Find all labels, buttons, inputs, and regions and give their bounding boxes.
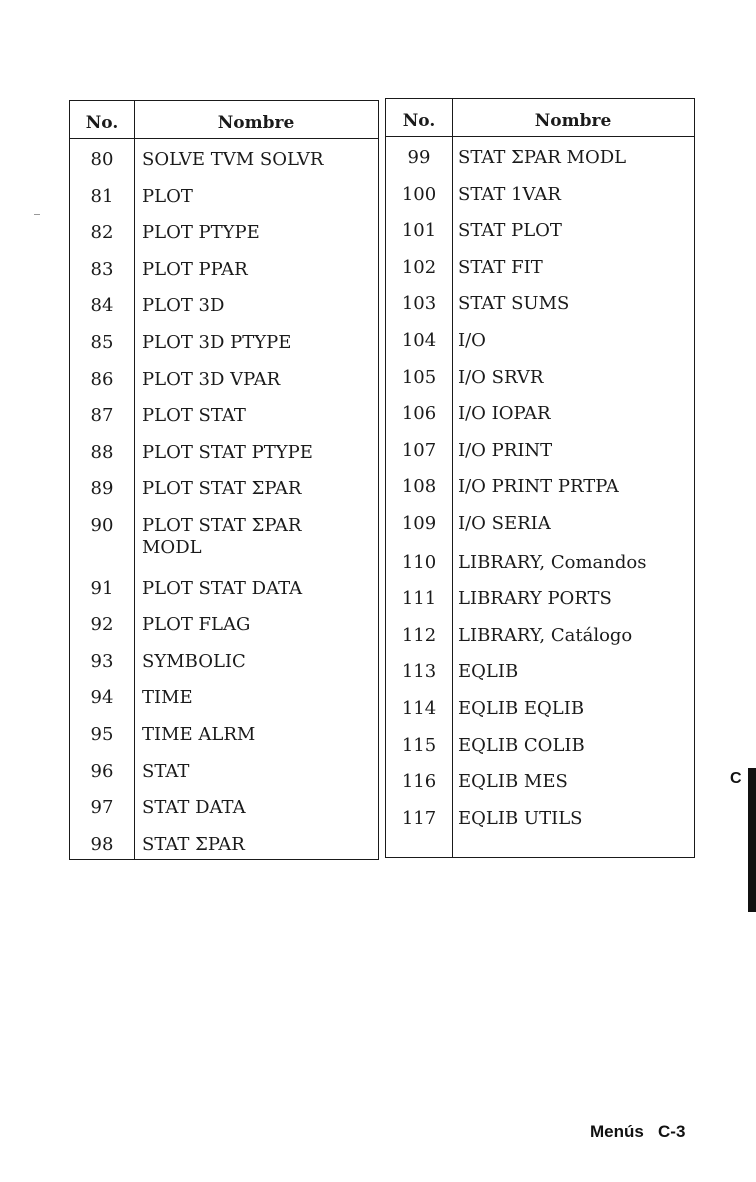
menu-number: 116 (401, 771, 437, 793)
table-row (386, 588, 694, 614)
page-footer: Menús C-3 (590, 1122, 686, 1141)
table-row (386, 367, 694, 393)
table-row (386, 403, 694, 429)
menu-number: 100 (401, 183, 437, 205)
menu-name: LIBRARY PORTS (458, 588, 612, 610)
menu-table-right (385, 98, 695, 858)
menu-name: PLOT 3D (142, 295, 225, 317)
table-row (386, 552, 694, 578)
menu-number: 108 (401, 476, 437, 498)
menu-number: 113 (401, 661, 437, 683)
menu-number: 103 (401, 293, 437, 315)
menu-number: 91 (90, 577, 114, 599)
menu-number: 90 (90, 515, 114, 536)
menu-name: TIME ALRM (142, 724, 256, 745)
table-row (386, 257, 694, 283)
menu-name: STAT FIT (458, 256, 543, 278)
menu-name: I/O SRVR (458, 366, 544, 388)
table-row (386, 771, 694, 797)
menu-name: PLOT STAT PTYPE (142, 441, 313, 463)
menu-number: 106 (401, 403, 437, 425)
table-row (70, 515, 378, 558)
menu-number: 104 (401, 330, 437, 351)
menu-table-left (69, 100, 379, 860)
menu-name: PLOT STAT ΣPAR (142, 478, 302, 500)
table-row (70, 259, 378, 285)
table-row (70, 797, 378, 823)
table-row (70, 442, 378, 468)
menu-number: 110 (401, 551, 437, 573)
table-row (70, 724, 378, 750)
menu-number: 98 (90, 833, 114, 855)
menu-number: 102 (401, 256, 437, 278)
menu-number: 112 (401, 624, 437, 646)
table-row (386, 147, 694, 173)
section-tab-letter: C (730, 770, 742, 787)
menu-name: EQLIB MES (458, 771, 568, 793)
table-row (70, 687, 378, 713)
menu-name: STAT 1VAR (458, 183, 561, 205)
menu-name: LIBRARY, Catálogo (458, 624, 633, 646)
menu-number: 81 (90, 185, 114, 207)
menu-name: SYMBOLIC (142, 650, 246, 672)
table-row (70, 405, 378, 431)
menu-number: 109 (401, 513, 437, 534)
table-row (386, 440, 694, 466)
menu-name: PLOT STAT (142, 405, 246, 427)
menu-number: 99 (407, 147, 431, 168)
header-divider (70, 138, 378, 139)
menu-number: 87 (90, 405, 114, 427)
table-row (386, 476, 694, 502)
menu-number: 105 (401, 366, 437, 388)
table-row (70, 149, 378, 175)
menu-number: 111 (401, 588, 437, 610)
menu-number: 114 (401, 698, 437, 719)
menu-name: PLOT PTYPE (142, 222, 260, 244)
menu-name: EQLIB (458, 661, 519, 683)
menu-name: I/O PRINT PRTPA (458, 476, 619, 498)
menu-number: 92 (90, 614, 114, 636)
menu-number: 83 (90, 258, 114, 280)
menu-name: STAT PLOT (458, 220, 562, 242)
menu-name: LIBRARY, Comandos (458, 551, 647, 573)
table-row (70, 369, 378, 395)
menu-name: STAT (142, 760, 190, 782)
menu-name: PLOT (142, 185, 193, 207)
menu-number: 96 (90, 760, 114, 782)
menu-name: PLOT STAT ΣPAR MODL (142, 515, 302, 558)
menu-name: PLOT STAT DATA (142, 577, 303, 599)
menu-name: TIME (142, 687, 193, 709)
menu-number: 84 (90, 295, 114, 317)
table-row (70, 186, 378, 212)
menu-number: 86 (90, 368, 114, 390)
menu-name: I/O (458, 330, 486, 351)
menu-name: EQLIB COLIB (458, 734, 585, 756)
menu-name: I/O IOPAR (458, 403, 551, 425)
table-row (386, 513, 694, 539)
table-row (70, 761, 378, 787)
menu-name: EQLIB UTILS (458, 807, 583, 829)
table-row (386, 293, 694, 319)
table-row (70, 578, 378, 604)
menu-name: PLOT 3D VPAR (142, 368, 281, 390)
table-row (70, 295, 378, 321)
menu-name: SOLVE TVM SOLVR (142, 149, 324, 170)
table-row (386, 625, 694, 651)
menu-name: STAT ΣPAR MODL (458, 147, 627, 168)
menu-number: 107 (401, 439, 437, 461)
table-row (386, 330, 694, 356)
column-header-name: Nombre (534, 111, 612, 131)
column-header-no: No. (402, 111, 436, 131)
menu-number: 82 (90, 222, 114, 244)
menu-number: 89 (90, 478, 114, 500)
header-divider (386, 136, 694, 137)
table-row (386, 220, 694, 246)
menu-name: STAT SUMS (458, 293, 570, 315)
column-header-no: No. (85, 113, 119, 133)
menu-name: I/O PRINT (458, 439, 553, 461)
table-row (386, 698, 694, 724)
table-row (386, 184, 694, 210)
menu-name: PLOT PPAR (142, 258, 248, 280)
column-header-name: Nombre (217, 113, 295, 133)
section-tab-marker (748, 768, 756, 912)
menu-number: 95 (90, 724, 114, 745)
table-row (70, 651, 378, 677)
table-row (70, 222, 378, 248)
table-row (70, 834, 378, 860)
menu-name: STAT DATA (142, 797, 246, 819)
menu-number: 117 (401, 807, 437, 829)
margin-mark (34, 214, 40, 215)
menu-name: STAT ΣPAR (142, 833, 245, 855)
menu-name: PLOT 3D PTYPE (142, 332, 292, 353)
menu-number: 101 (401, 220, 437, 242)
menu-name: I/O SERIA (458, 513, 551, 534)
menu-name: EQLIB EQLIB (458, 698, 585, 719)
menu-name: PLOT FLAG (142, 614, 251, 636)
table-row (70, 332, 378, 358)
table-row (386, 808, 694, 834)
menu-number: 80 (90, 149, 114, 170)
table-row (70, 614, 378, 640)
menu-number: 94 (90, 687, 114, 709)
table-row (386, 735, 694, 761)
menu-number: 85 (90, 332, 114, 353)
menu-number: 97 (90, 797, 114, 819)
table-row (70, 478, 378, 504)
menu-number: 93 (90, 650, 114, 672)
table-row (386, 661, 694, 687)
menu-number: 115 (401, 734, 437, 756)
menu-number: 88 (90, 441, 114, 463)
